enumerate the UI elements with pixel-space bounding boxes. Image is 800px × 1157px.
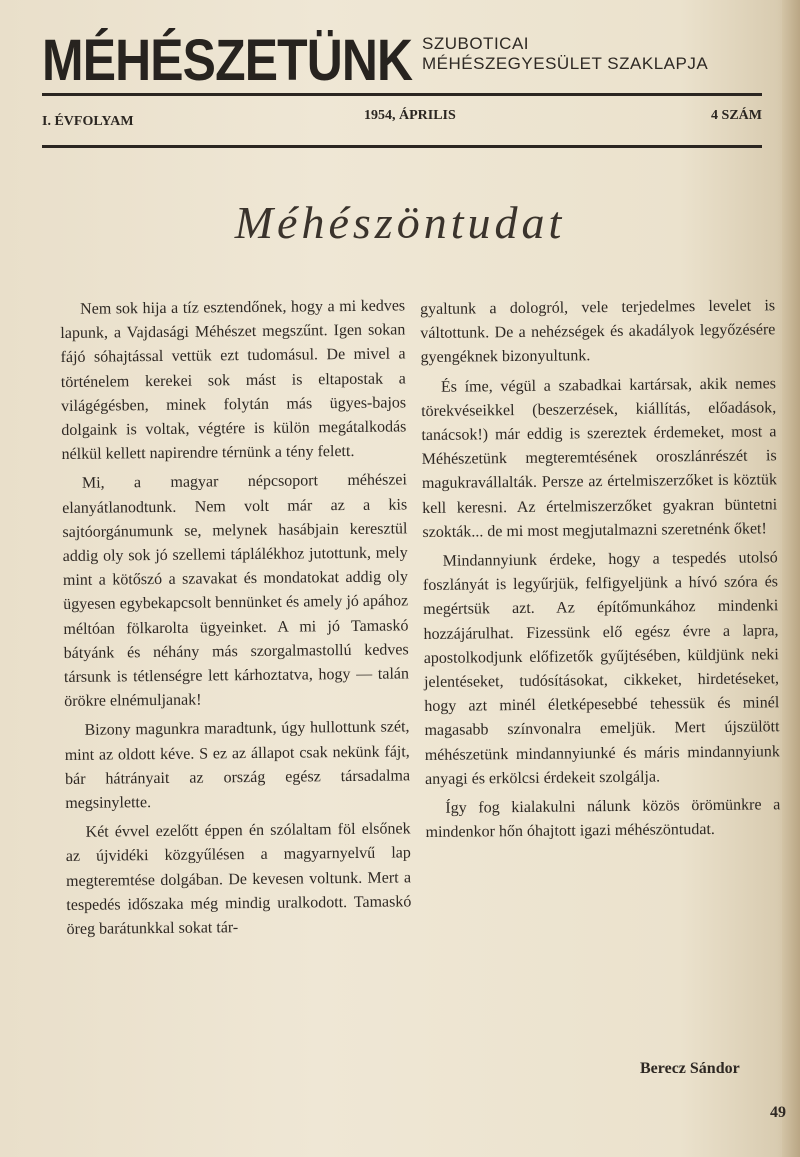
article-signature: Berecz Sándor (640, 1060, 740, 1077)
issue-volume: I. ÉVFOLYAM (42, 114, 134, 129)
masthead-subtitle (422, 34, 708, 74)
article-column-right (420, 294, 781, 850)
binding-spine (782, 0, 800, 1157)
paragraph: És íme, végül a szabadkai kartársak, akik nemes törekvéseikkel (beszerzések, kiállítás, előadások, tanácsok!) már eddig is szereztek érdemeket, most a Méhészetünk megteremtésének oroszlánrészét is magukravállalták. Persze az értelmiszerzőket is köztük kell keresni. Az értelmiszerzőket gyakran büntetni szokták... de mi most megjutalmazni szeretnénk őket! (421, 374, 778, 541)
paragraph: gyaltunk a dologról, vele terjedelmes levelet is váltottunk. De a nehézségek és akadályok legyőzésére gyengéknek bizonyultunk. (420, 297, 776, 367)
masthead (42, 22, 762, 92)
masthead-rule-top (42, 93, 762, 96)
issue-info-row (42, 108, 762, 132)
paragraph: Nem sok hija a tíz esztendőnek, hogy a mi kedves lapunk, a Vajdasági Méhészet megszűnt. Igen sokan fájó sóhajtással vettük ezt tudomásul. De mivel a történelem kerekei sok mást is eltapostak a világégésben, minek folytán más ügyes-bajos dolgaink is voltak, végtére is külön megátalkodás nélkül kellett napirendre térnünk a tény felett. (60, 297, 407, 464)
paragraph: Bizony magunkra maradtunk, úgy hullottunk szét, mint az oldott kéve. S ez az állapot csak nekünk fájt, bár hátrányait az ország egész társadalma megsinylette. (64, 718, 411, 813)
article-title: Méhészöntudat (234, 197, 566, 248)
paragraph: Két évvel ezelőtt éppen én szólaltam föl elsőnek az újvidéki közgyűlésen a magyarnyelvű lap megteremtése dolgában. De kevesen voltunk. Mert a tespedés időszaka még mindig uralkodott. Tamaskó öreg barátunkkal sokat tár- (65, 820, 412, 939)
article-column-left (60, 294, 412, 947)
issue-number: 4 SZÁM (711, 108, 762, 123)
masthead-rule-bottom (42, 145, 762, 148)
masthead-subtitle-line2: MÉHÉSZEGYESÜLET SZAKLAPJA (422, 54, 709, 73)
masthead-subtitle-line1: SZUBOTICAI (422, 34, 530, 53)
masthead-title: MÉHÉSZETÜNK (42, 28, 413, 93)
paragraph: Mindannyiunk érdeke, hogy a tespedés utolsó foszlányát is legyűrjük, felfigyeljünk a hívó szóra és megértsük azt. Az építőmunkához mindenki hozzájárulhat. Fizessünk elő egész évre a lapra, apostolkodjunk előfizetők gyűjtésében, küldjünk neki jelentéseket, tudósításokat, cikkeket, hirdetéseket, hogy azt minél életképesebbé tehessük és minél magasabb színvonalra emeljük. Mert újszülött méhészetünk mindannyiunké és máris mindannyiunk anyagi és erkölcsi érdekeit szolgálja. (422, 549, 780, 788)
issue-date: 1954, ÁPRILIS (364, 108, 456, 123)
page-number: 49 (770, 1104, 786, 1121)
paragraph: Így fog kialakulni nálunk közös örömünkre a mindenkor hőn óhajtott igazi méhészöntudat. (425, 796, 781, 842)
paragraph: Mi, a magyar népcsoport méhészei elanyátlanodtunk. Nem volt már az a kis sajtóorgánumunk se, melynek hasábjain keresztül addig oly sok jó szellemi táplálékhoz jutottunk, mely mint a kötőszó a szavakat és mondatokat addig oly ügyesen egybekapcsolt bennünket és amely jó apához méltóan fölkarolta ügyeinket. A mi jó Tamaskó bátyánk és néhány más szorgalmastollú kedves társunk is tétlenségre lett kárhoztatva, hogy — talán örökre elnémuljanak! (62, 471, 410, 711)
